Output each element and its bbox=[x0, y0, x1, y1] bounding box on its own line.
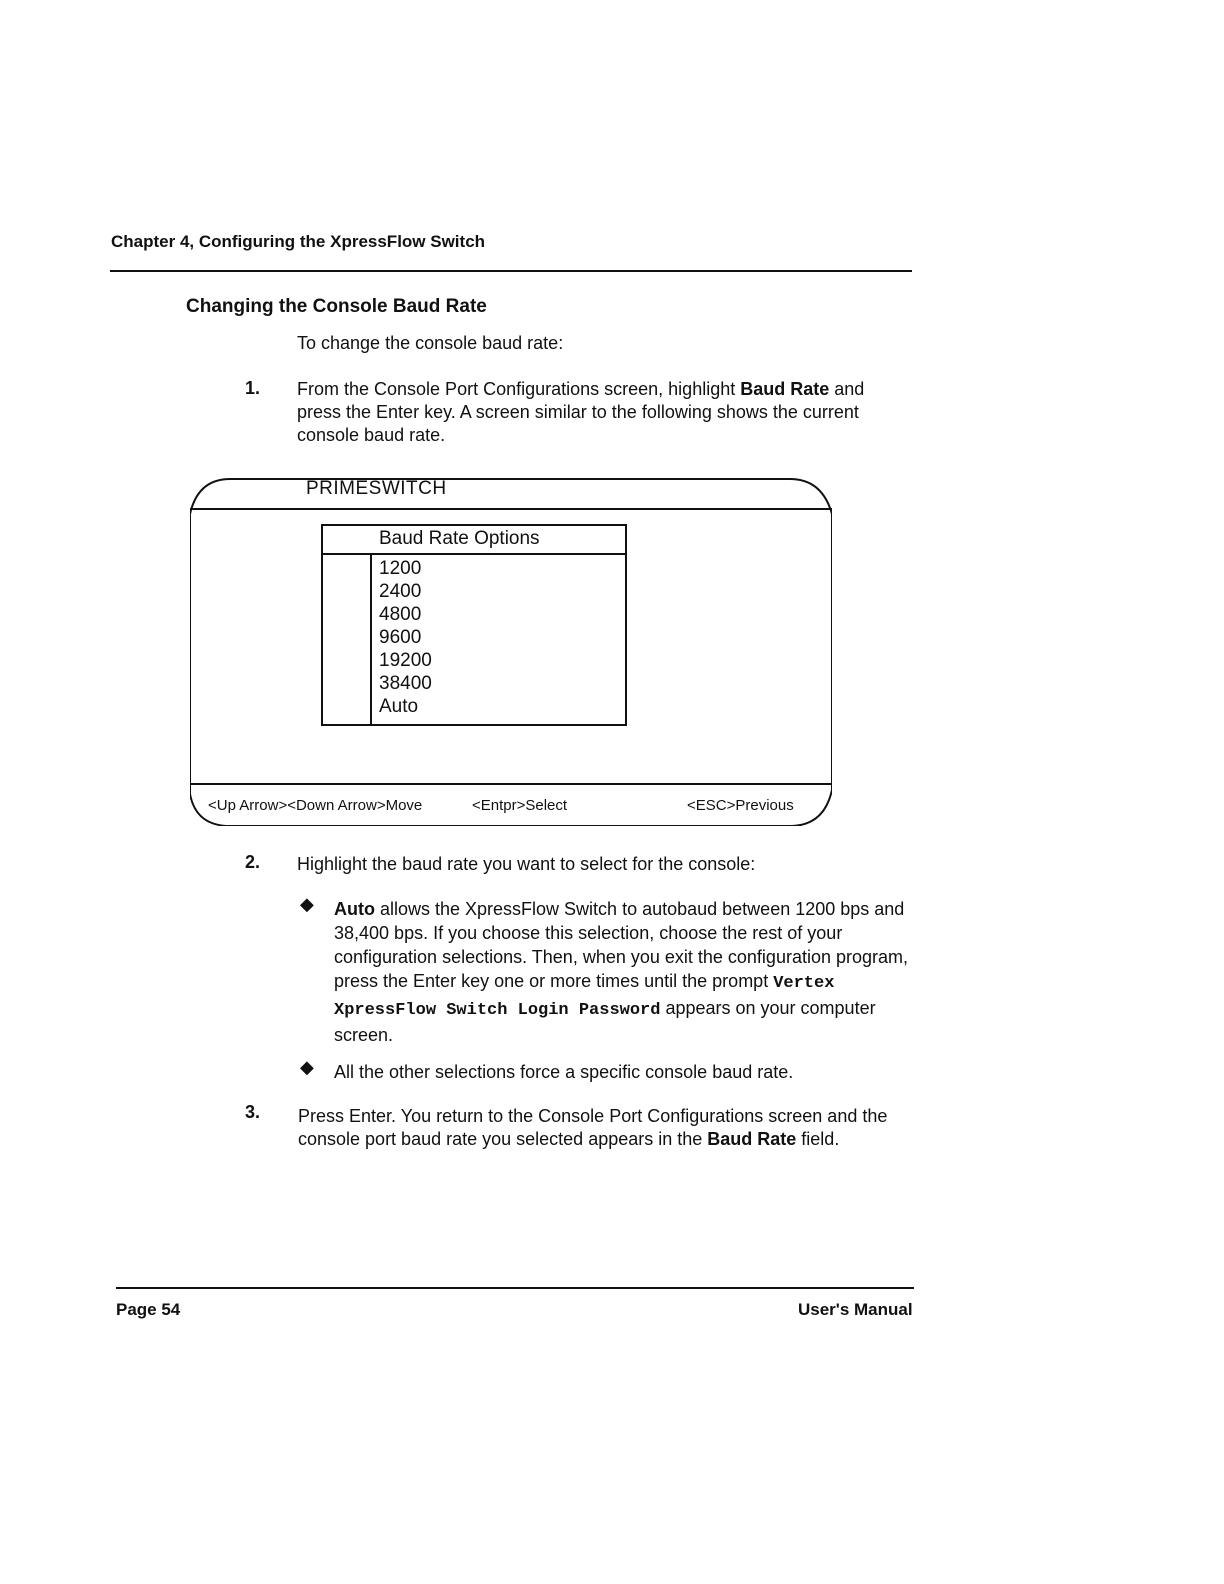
step-3-text: Press Enter. You return to the Console Port Configurations screen and the console port baud rate you selected appears in the Baud Rate field. bbox=[298, 1106, 888, 1149]
manual-title: User's Manual bbox=[798, 1300, 913, 1319]
footer-rule bbox=[116, 1287, 914, 1289]
menu-title: Baud Rate Options bbox=[379, 528, 540, 549]
step-1-text: From the Console Port Configurations screen, highlight Baud Rate and press the Enter key. A screen similar to the following shows the current console baud rate. bbox=[297, 379, 865, 445]
section-title: Changing the Console Baud Rate bbox=[186, 296, 487, 317]
bullet-other-text: All the other selections force a specific console baud rate. bbox=[334, 1062, 794, 1082]
option-1200[interactable]: 1200 bbox=[379, 558, 422, 579]
option-4800[interactable]: 4800 bbox=[379, 604, 422, 625]
step-3-number: 3. bbox=[245, 1102, 261, 1122]
step-2-number: 2. bbox=[245, 852, 261, 872]
bullet-auto-text: Auto allows the XpressFlow Switch to autobaud between 1200 bps and 38,400 bps. If you choose this selection, choose the rest of your configuration selections. Then, when you exit the configuration program, press the Enter key one or more times until the prompt Vertex XpressFlow Switch Login Password appears on your computer screen. bbox=[334, 899, 909, 1045]
screen-title: PRIMESWITCH bbox=[306, 478, 447, 499]
chapter-header: Chapter 4, Configuring the XpressFlow Switch bbox=[111, 232, 486, 251]
diamond-bullet-icon: ◆ bbox=[300, 1057, 314, 1077]
baud-rate-options-menu bbox=[321, 524, 627, 726]
header-rule bbox=[110, 270, 912, 272]
option-38400[interactable]: 38400 bbox=[379, 673, 432, 694]
footer-previous-hint: <ESC>Previous bbox=[687, 797, 794, 814]
menu-header bbox=[323, 526, 625, 555]
intro-text: To change the console baud rate: bbox=[297, 333, 564, 353]
options-list bbox=[379, 557, 432, 718]
footer-move-hint: <Up Arrow><Down Arrow>Move bbox=[208, 797, 423, 814]
option-2400[interactable]: 2400 bbox=[379, 581, 422, 602]
menu-divider bbox=[370, 555, 372, 724]
step-1-number: 1. bbox=[245, 378, 261, 398]
page-number: Page 54 bbox=[116, 1300, 181, 1319]
prompt-code: Vertex XpressFlow Switch Login Password bbox=[334, 974, 835, 1020]
option-auto[interactable]: Auto bbox=[379, 696, 419, 717]
diamond-bullet-icon: ◆ bbox=[300, 894, 314, 914]
option-9600[interactable]: 9600 bbox=[379, 627, 422, 648]
step-2-text: Highlight the baud rate you want to select for the console: bbox=[297, 854, 756, 874]
option-19200[interactable]: 19200 bbox=[379, 650, 432, 671]
footer-select-hint: <Entpr>Select bbox=[472, 797, 568, 814]
